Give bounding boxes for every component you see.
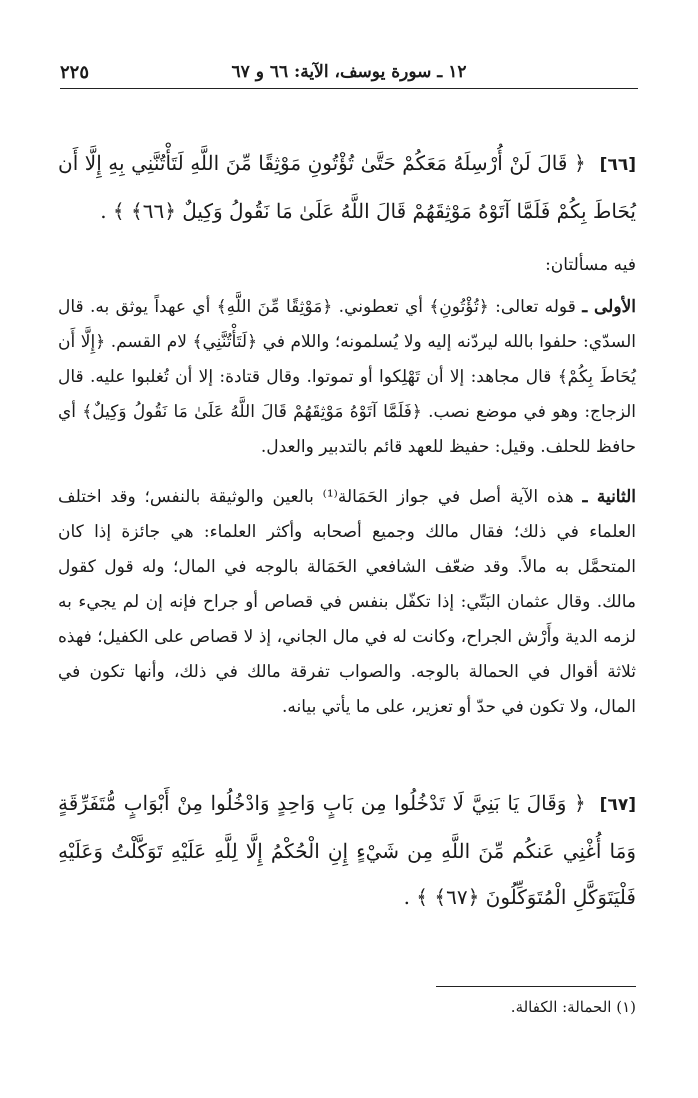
second-issue-text: هذه الآية أصل في جواز الحَمَالة⁽¹⁾ بالعين والوثيقة بالنفس؛ وقد اختلف العلماء في ذلك؛ فقال مالك وجميع أصحابه وأكثر العلماء: هي جائزة إذا كان المتحمَّل به مالاً. وقد ضعّف الشافعي الحَمَالة بالوجه في المال؛ وله قول كقول مالك. وقال عثمان البَتّي: إذا تكفّل بنفس في قصاص أو جراح فإنه إن لم يجيء به لزمه الدية وأَرْش الجراح، وكانت له في مال الجاني، إذ لا قصاص على الكفيل؛ فهذه ثلاثة أقوال في الحمالة بالوجه. والصواب تفرقة مالك في ذلك، وأنها تكون في المال، ولا تكون في حدّ أو تعزير، على ما يأتي بيانه. xyxy=(58,487,636,717)
footnote-divider xyxy=(436,986,636,987)
first-issue-paragraph xyxy=(58,290,636,465)
verse-67 xyxy=(58,780,636,920)
masaltan-heading: فيه مسألتان: xyxy=(545,255,636,275)
first-issue-text: قوله تعالى: ﴿تُؤْتُونِ﴾ أي تعطوني. ﴿مَوْثِقًا مِّنَ اللَّهِ﴾ أي عهداً يوثق به. قال السدّي: حلفوا بالله ليردّنه إليه ولا يُسلمونه؛ واللام في ﴿لَتَأْتُنَّنِي﴾ لام القسم. ﴿إِلَّا أَن يُحَاطَ بِكُمْ﴾ قال مجاهد: إلا أن تَهْلِكوا أو تموتوا. وقال قتادة: إلا أن تُغلبوا عليه. قال الزجاج: وهو في موضع نصب. ﴿فَلَمَّا آتَوْهُ مَوْثِقَهُمْ قَالَ اللَّهُ عَلَىٰ مَا نَقُولُ وَكِيلٌ﴾ أي حافظ للحلف. وقيل: حفيظ للعهد قائم بالتدبير والعدل. xyxy=(58,297,636,457)
verse-text: ﴿ قَالَ لَنْ أُرْسِلَهُ مَعَكُمْ حَتَّىٰ تُؤْتُونِ مَوْثِقًا مِّنَ اللَّهِ لَتَأْتُنَّنِي بِهِ إِلَّا أَن يُحَاطَ بِكُمْ فَلَمَّا آتَوْهُ مَوْثِقَهُمْ قَالَ اللَّهُ عَلَىٰ مَا نَقُولُ وَكِيلٌ ﴿٦٦﴾ ﴾ . xyxy=(58,151,636,223)
verse-number: [٦٦] xyxy=(599,155,636,175)
verse-number: [٦٧] xyxy=(599,795,636,815)
verse-66 xyxy=(58,140,636,234)
first-issue-label: الأولى ـ xyxy=(582,297,636,317)
running-title: ١٢ ـ سورة يوسف، الآية: ٦٦ و ٦٧ xyxy=(231,62,467,82)
page-header xyxy=(60,58,638,89)
second-issue-paragraph xyxy=(58,480,636,725)
page-number: ٢٢٥ xyxy=(60,62,90,83)
verse-text: ﴿ وَقَالَ يَا بَنِيَّ لَا تَدْخُلُوا مِن بَابٍ وَاحِدٍ وَادْخُلُوا مِنْ أَبْوَابٍ مُّتَفَرِّقَةٍ وَمَا أُغْنِي عَنكُم مِّنَ اللَّهِ مِن شَيْءٍ إِنِ الْحُكْمُ إِلَّا لِلَّهِ عَلَيْهِ تَوَكَّلْتُ وَعَلَيْهِ فَلْيَتَوَكَّلِ الْمُتَوَكِّلُونَ ﴿٦٧﴾ ﴾ . xyxy=(58,791,636,909)
footnote: (١) الحمالة: الكفالة. xyxy=(510,998,636,1016)
second-issue-label: الثانية ـ xyxy=(582,487,637,507)
